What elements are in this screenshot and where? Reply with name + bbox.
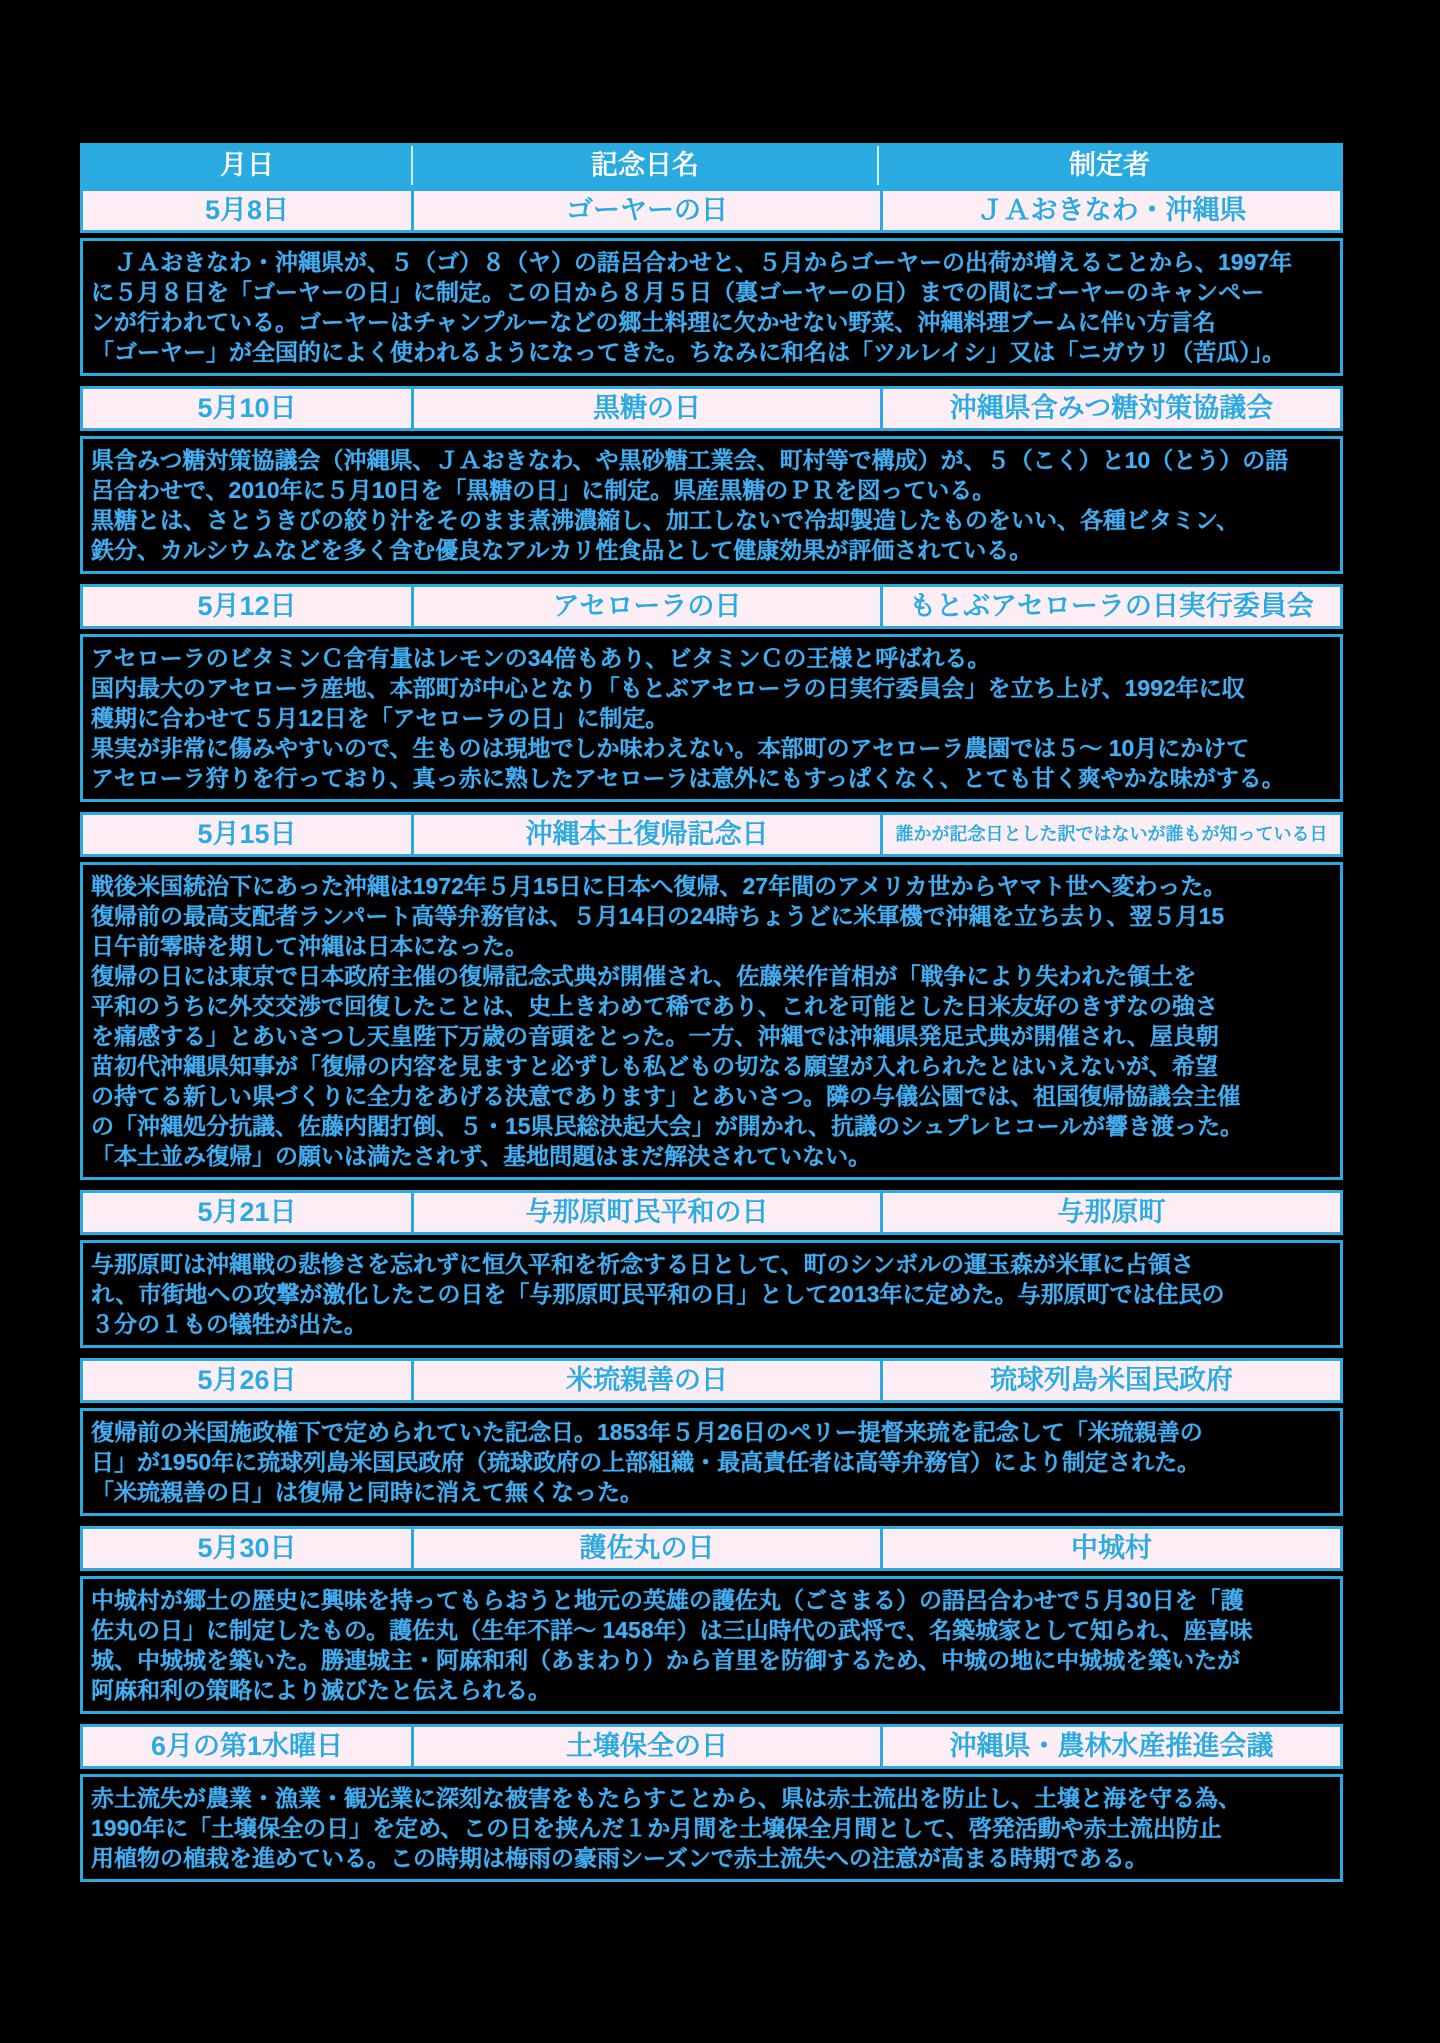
- table-body: [80, 188, 1343, 1882]
- description-line: 「ゴーヤー」が全国的によく使われるようになってきた。ちなみに和名は「ツルレイシ」又は「ニガウリ（苦瓜）」。: [91, 339, 1286, 365]
- name-cell: 黒糖の日: [414, 389, 880, 428]
- description-line: 戦後米国統治下にあった沖縄は1972年５月15日に日本へ復帰、27年間のアメリカ世からヤマト世へ変わった。: [91, 873, 1227, 899]
- description-box: [80, 1240, 1343, 1348]
- column-header-founder: 制定者: [877, 146, 1340, 185]
- description-line: ンが行われている。ゴーヤーはチャンプルーなどの郷土料理に欠かせない野菜、沖縄料理ブームに伴い方言名: [91, 309, 1216, 335]
- description-box: [80, 436, 1343, 574]
- description-line: 与那原町は沖縄戦の悲惨さを忘れずに恒久平和を祈念する日として、町のシンボルの運玉森が米軍に占領さ: [91, 1251, 1194, 1277]
- description-line: 城、中城城を築いた。勝連城主・阿麻和利（あまわり）から首里を防御するため、中城の地に中城城を築いたが: [91, 1647, 1241, 1673]
- founder-cell: 沖縄県含みつ糖対策協議会: [883, 389, 1340, 428]
- description-box: [80, 1408, 1343, 1516]
- description-line: 「米琉親善の日」は復帰と同時に消えて無くなった。: [91, 1479, 643, 1505]
- description-line: 1990年に「土壌保全の日」を定め、この日を挟んだ１か月間を土壌保全月間として、啓発活動や赤土流出防止: [91, 1815, 1222, 1841]
- description-line: 日」が1950年に琉球列島米国民政府（琉球政府の上部組織・最高責任者は高等弁務官）により制定された。: [91, 1449, 1201, 1475]
- anniversary-section: [80, 812, 1343, 1180]
- description-line: 穫期に合わせて５月12日を「アセローラの日」に制定。: [91, 705, 669, 731]
- date-cell: 5月15日: [83, 815, 411, 854]
- description-line: 復帰の日には東京で日本政府主催の復帰記念式典が開催され、佐藤栄作首相が「戦争により失われた領土を: [91, 963, 1197, 989]
- table-header-row: [80, 143, 1343, 188]
- founder-cell: 琉球列島米国民政府: [883, 1361, 1340, 1400]
- date-cell: 5月8日: [83, 191, 411, 230]
- description-line: 呂合わせで、2010年に５月10日を「黒糖の日」に制定。県産黒糖のＰＲを図っている。: [91, 477, 996, 503]
- date-cell: 6月の第1水曜日: [83, 1727, 411, 1766]
- description-line: 阿麻和利の策略により滅びたと伝えられる。: [91, 1677, 551, 1703]
- table-row: [80, 812, 1343, 857]
- description-line: 平和のうちに外交交渉で回復したことは、史上きわめて稀であり、これを可能とした日米友好のきずなの強さ: [91, 993, 1218, 1019]
- date-cell: 5月30日: [83, 1529, 411, 1568]
- column-header-name: 記念日名: [411, 146, 877, 185]
- name-cell: 米琉親善の日: [414, 1361, 880, 1400]
- description-box: [80, 1774, 1343, 1882]
- description-line: 赤土流失が農業・漁業・観光業に深刻な被害をもたらすことから、県は赤土流出を防止し、土壌と海を守る為、: [91, 1785, 1241, 1811]
- date-cell: 5月26日: [83, 1361, 411, 1400]
- table-row: [80, 1190, 1343, 1235]
- name-cell: ゴーヤーの日: [414, 191, 880, 230]
- anniversary-section: [80, 1358, 1343, 1516]
- anniversary-section: [80, 1724, 1343, 1882]
- founder-cell: 沖縄県・農林水産推進会議: [883, 1727, 1340, 1766]
- table-row: [80, 1358, 1343, 1403]
- description-box: [80, 238, 1343, 376]
- description-line: 「本土並み復帰」の願いは満たされず、基地問題はまだ解決されていない。: [91, 1143, 872, 1169]
- column-header-date: 月日: [83, 146, 411, 185]
- founder-cell: ＪＡおきなわ・沖縄県: [883, 191, 1340, 230]
- anniversary-section: [80, 1190, 1343, 1348]
- description-line: 復帰前の最高支配者ランパート高等弁務官は、５月14日の24時ちょうどに米軍機で沖縄を立ち去り、翌５月15: [91, 903, 1225, 929]
- name-cell: 土壌保全の日: [414, 1727, 880, 1766]
- date-cell: 5月10日: [83, 389, 411, 428]
- founder-cell: 中城村: [883, 1529, 1340, 1568]
- description-line: れ、市街地への攻撃が激化したこの日を「与那原町民平和の日」として2013年に定めた。与那原町では住民の: [91, 1281, 1225, 1307]
- description-line: アセローラのビタミンＣ含有量はレモンの34倍もあり、ビタミンＣの王様と呼ばれる。: [91, 645, 991, 671]
- founder-cell: 誰かが記念日とした訳ではないが誰もが知っている日: [883, 815, 1340, 854]
- description-line: 黒糖とは、さとうきびの絞り汁をそのまま煮沸濃縮し、加工しないで冷却製造したものをいい、各種ビタミン、: [91, 507, 1240, 533]
- name-cell: 沖縄本土復帰記念日: [414, 815, 880, 854]
- description-box: [80, 862, 1343, 1180]
- description-line: 佐丸の日」に制定したもの。護佐丸（生年不詳～ 1458年）は三山時代の武将で、名築城家として知られ、座喜味: [91, 1617, 1253, 1643]
- table-row: [80, 188, 1343, 233]
- anniversary-section: [80, 584, 1343, 802]
- description-line: 果実が非常に傷みやすいので、生ものは現地でしか味わえない。本部町のアセローラ農園では５～ 10月にかけて: [91, 735, 1250, 761]
- anniversary-table: [80, 143, 1343, 1892]
- description-line: ＪＡおきなわ・沖縄県が、５（ゴ）８（ヤ）の語呂合わせと、５月からゴーヤーの出荷が増えることから、1997年: [91, 249, 1293, 275]
- description-line: 県含みつ糖対策協議会（沖縄県、ＪＡおきなわ、や黒砂糖工業会、町村等で構成）が、５（こく）と10（とう）の語: [91, 447, 1289, 473]
- description-line: 国内最大のアセローラ産地、本部町が中心となり「もとぶアセローラの日実行委員会」を立ち上げ、1992年に収: [91, 675, 1245, 701]
- description-line: の「沖縄処分抗議、佐藤内閣打倒、５・15県民総決起大会」が開かれ、抗議のシュプレヒコールが響き渡った。: [91, 1113, 1244, 1139]
- founder-cell: 与那原町: [883, 1193, 1340, 1232]
- description-line: 用植物の植栽を進めている。この時期は梅雨の豪雨シーズンで赤土流失への注意が高まる時期である。: [91, 1845, 1148, 1871]
- description-line: 復帰前の米国施政権下で定められていた記念日。1853年５月26日のペリー提督来琉を記念して「米琉親善の: [91, 1419, 1203, 1445]
- name-cell: アセローラの日: [414, 587, 880, 626]
- anniversary-section: [80, 386, 1343, 574]
- anniversary-section: [80, 188, 1343, 376]
- description-box: [80, 634, 1343, 802]
- name-cell: 護佐丸の日: [414, 1529, 880, 1568]
- description-box: [80, 1576, 1343, 1714]
- description-line: に５月８日を「ゴーヤーの日」に制定。この日から８月５日（裏ゴーヤーの日）までの間にゴーヤーのキャンペー: [91, 279, 1264, 305]
- date-cell: 5月21日: [83, 1193, 411, 1232]
- anniversary-section: [80, 1526, 1343, 1714]
- description-line: を痛感する」とあいさつし天皇陛下万歳の音頭をとった。一方、沖縄では沖縄県発足式典が開催され、屋良朝: [91, 1023, 1219, 1049]
- description-line: ３分の１もの犠牲が出た。: [91, 1311, 367, 1337]
- name-cell: 与那原町民平和の日: [414, 1193, 880, 1232]
- table-row: [80, 584, 1343, 629]
- description-line: 鉄分、カルシウムなどを多く含む優良なアルカリ性食品として健康効果が評価されている。: [91, 537, 1033, 563]
- description-line: 日午前零時を期して沖縄は日本になった。: [91, 933, 528, 959]
- table-row: [80, 386, 1343, 431]
- date-cell: 5月12日: [83, 587, 411, 626]
- description-line: 苗初代沖縄県知事が「復帰の内容を見ますと必ずしも私どもの切なる願望が入れられたとはいえないが、希望: [91, 1053, 1218, 1079]
- table-row: [80, 1526, 1343, 1571]
- founder-cell: もとぶアセローラの日実行委員会: [883, 587, 1340, 626]
- description-line: の持てる新しい県づくりに全力をあげる決意であります」とあいさつ。隣の与儀公園では、祖国復帰協議会主催: [91, 1083, 1241, 1109]
- description-line: 中城村が郷土の歴史に興味を持ってもらおうと地元の英雄の護佐丸（ごさまる）の語呂合わせで５月30日を「護: [91, 1587, 1244, 1613]
- table-row: [80, 1724, 1343, 1769]
- description-line: アセローラ狩りを行っており、真っ赤に熟したアセローラは意外にもすっぱくなく、とても甘く爽やかな味がする。: [91, 765, 1285, 791]
